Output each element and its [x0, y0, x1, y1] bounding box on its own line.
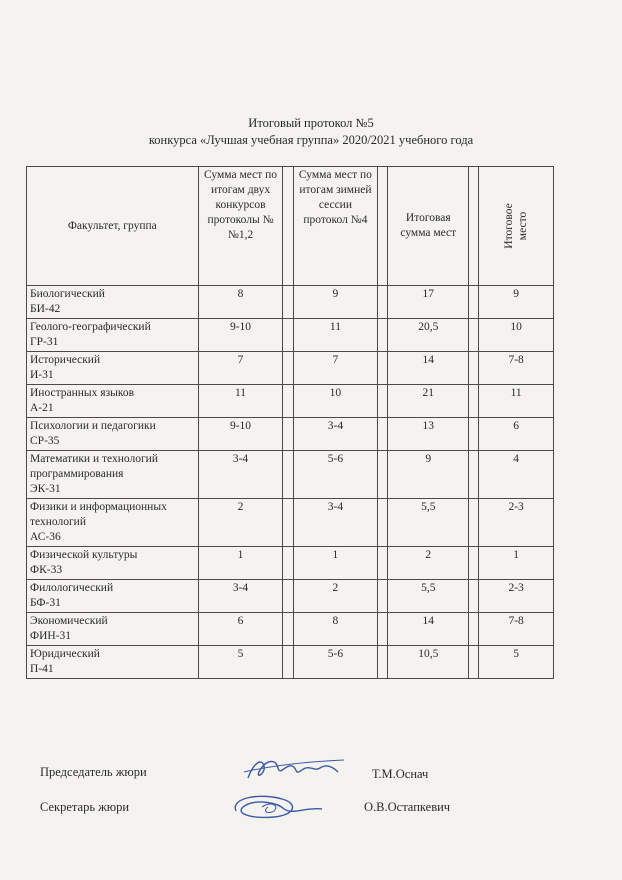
group-code: ГР-31 — [30, 336, 59, 348]
gap-cell — [283, 646, 293, 679]
faculty-cell — [27, 352, 199, 385]
group-code: И-31 — [30, 369, 54, 381]
table-row — [27, 499, 554, 547]
winter-cell: 10 — [293, 385, 378, 418]
sum12-cell: 2 — [198, 499, 283, 547]
winter-cell: 9 — [293, 286, 378, 319]
gap-cell — [469, 580, 479, 613]
place-cell: 2-3 — [479, 580, 554, 613]
group-code: ФК-33 — [30, 564, 63, 576]
group-code: П-41 — [30, 663, 54, 675]
header-sum12: Сумма мест по итогам двух конкурсов протоколы №№1,2 — [198, 167, 283, 286]
secretary-name: О.В.Остапкевич — [364, 800, 451, 814]
sum12-cell: 9-10 — [198, 319, 283, 352]
faculty-cell — [27, 646, 199, 679]
winter-cell: 5-6 — [293, 451, 378, 499]
group-code: ЭК-31 — [30, 483, 61, 495]
faculty-name: Психологии и педагогики — [30, 420, 156, 432]
place-cell: 10 — [479, 319, 554, 352]
total-cell: 13 — [388, 418, 469, 451]
gap-cell — [378, 580, 388, 613]
gap-cell — [283, 352, 293, 385]
place-cell: 9 — [479, 286, 554, 319]
faculty-name: Экономический — [30, 615, 108, 627]
winter-cell: 8 — [293, 613, 378, 646]
total-cell: 9 — [388, 451, 469, 499]
place-cell: 7-8 — [479, 613, 554, 646]
chair-signature — [240, 752, 350, 786]
gap-cell — [283, 613, 293, 646]
faculty-cell — [27, 613, 199, 646]
table-row — [27, 613, 554, 646]
table-row — [27, 418, 554, 451]
total-cell: 14 — [388, 352, 469, 385]
winter-cell: 5-6 — [293, 646, 378, 679]
sum12-cell: 6 — [198, 613, 283, 646]
gap-cell — [469, 385, 479, 418]
faculty-cell — [27, 319, 199, 352]
sum12-cell: 3-4 — [198, 451, 283, 499]
header-winter: Сумма мест по итогам зимней сессии протокол №4 — [293, 167, 378, 286]
header-total: Итоговая сумма мест — [388, 167, 469, 286]
header-place-label: Итоговое место — [503, 202, 530, 249]
place-cell: 7-8 — [479, 352, 554, 385]
gap-cell — [469, 319, 479, 352]
header-gap — [469, 167, 479, 286]
gap-cell — [469, 286, 479, 319]
gap-cell — [469, 646, 479, 679]
faculty-cell — [27, 286, 199, 319]
place-cell: 5 — [479, 646, 554, 679]
secretary-signature — [222, 789, 332, 825]
gap-cell — [283, 580, 293, 613]
gap-cell — [283, 499, 293, 547]
table-row — [27, 286, 554, 319]
gap-cell — [283, 319, 293, 352]
table-row — [27, 646, 554, 679]
group-code: ФИН-31 — [30, 630, 72, 642]
total-cell: 5,5 — [388, 580, 469, 613]
sum12-cell: 9-10 — [198, 418, 283, 451]
gap-cell — [469, 352, 479, 385]
table-row — [27, 580, 554, 613]
header-faculty: Факультет, группа — [27, 167, 199, 286]
gap-cell — [469, 613, 479, 646]
faculty-name: Физической культуры — [30, 549, 138, 561]
table-row — [27, 319, 554, 352]
gap-cell — [283, 547, 293, 580]
faculty-cell — [27, 451, 199, 499]
table-row — [27, 451, 554, 499]
winter-cell: 2 — [293, 580, 378, 613]
faculty-name: Исторический — [30, 354, 101, 366]
place-cell: 6 — [479, 418, 554, 451]
table-row — [27, 547, 554, 580]
winter-cell: 3-4 — [293, 418, 378, 451]
header-row — [27, 167, 554, 286]
gap-cell — [378, 385, 388, 418]
chair-role: Председатель жюри — [40, 765, 147, 779]
total-cell: 2 — [388, 547, 469, 580]
table-row — [27, 352, 554, 385]
header-place — [479, 167, 554, 286]
results-table — [26, 166, 554, 679]
gap-cell — [378, 646, 388, 679]
faculty-cell — [27, 499, 199, 547]
sum12-cell: 7 — [198, 352, 283, 385]
gap-cell — [283, 286, 293, 319]
group-code: СР-35 — [30, 435, 60, 447]
total-cell: 17 — [388, 286, 469, 319]
gap-cell — [469, 418, 479, 451]
document-title — [0, 115, 622, 149]
faculty-name: Физики и информационных технологий — [30, 501, 167, 528]
total-cell: 21 — [388, 385, 469, 418]
header-gap — [378, 167, 388, 286]
faculty-cell — [27, 547, 199, 580]
total-cell: 14 — [388, 613, 469, 646]
sum12-cell: 3-4 — [198, 580, 283, 613]
gap-cell — [469, 547, 479, 580]
gap-cell — [378, 547, 388, 580]
place-cell: 11 — [479, 385, 554, 418]
gap-cell — [378, 418, 388, 451]
gap-cell — [469, 499, 479, 547]
title-line-1: Итоговый протокол №5 — [248, 116, 374, 130]
gap-cell — [378, 319, 388, 352]
winter-cell: 1 — [293, 547, 378, 580]
group-code: БИ-42 — [30, 303, 61, 315]
winter-cell: 7 — [293, 352, 378, 385]
faculty-cell — [27, 580, 199, 613]
faculty-name: Геолого-географический — [30, 321, 151, 333]
total-cell: 5,5 — [388, 499, 469, 547]
sum12-cell: 8 — [198, 286, 283, 319]
group-code: АС-36 — [30, 531, 61, 543]
group-code: А-21 — [30, 402, 54, 414]
faculty-cell — [27, 385, 199, 418]
gap-cell — [378, 451, 388, 499]
place-cell: 2-3 — [479, 499, 554, 547]
gap-cell — [469, 451, 479, 499]
faculty-name: Филологический — [30, 582, 114, 594]
faculty-name: Математики и технологий программирования — [30, 453, 158, 480]
secretary-role: Секретарь жюри — [40, 800, 130, 814]
header-gap — [283, 167, 293, 286]
faculty-name: Юридический — [30, 648, 100, 660]
faculty-name: Биологический — [30, 288, 105, 300]
winter-cell: 11 — [293, 319, 378, 352]
sum12-cell: 11 — [198, 385, 283, 418]
sum12-cell: 1 — [198, 547, 283, 580]
chair-name: Т.М.Оснач — [372, 767, 429, 781]
gap-cell — [283, 385, 293, 418]
total-cell: 20,5 — [388, 319, 469, 352]
title-line-2: конкурса «Лучшая учебная группа» 2020/2021 учебного года — [148, 133, 474, 147]
gap-cell — [378, 613, 388, 646]
group-code: БФ-31 — [30, 597, 61, 609]
sum12-cell: 5 — [198, 646, 283, 679]
gap-cell — [378, 286, 388, 319]
place-cell: 1 — [479, 547, 554, 580]
place-cell: 4 — [479, 451, 554, 499]
gap-cell — [283, 418, 293, 451]
total-cell: 10,5 — [388, 646, 469, 679]
winter-cell: 3-4 — [293, 499, 378, 547]
gap-cell — [378, 352, 388, 385]
table-row — [27, 385, 554, 418]
gap-cell — [378, 499, 388, 547]
faculty-cell — [27, 418, 199, 451]
faculty-name: Иностранных языков — [30, 387, 135, 399]
gap-cell — [283, 451, 293, 499]
